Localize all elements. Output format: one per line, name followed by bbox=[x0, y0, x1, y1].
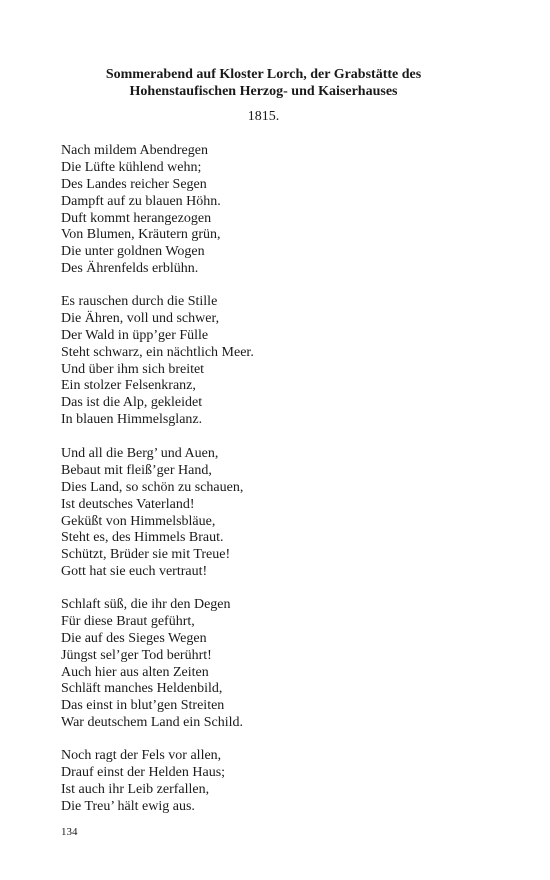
poem-line: Und über ihm sich breitet bbox=[61, 361, 205, 377]
page-number: 134 bbox=[61, 826, 78, 838]
poem-year: 1815. bbox=[247, 109, 280, 124]
stanza bbox=[61, 748, 481, 816]
poem-line: Steht schwarz, ein nächtlich Meer. bbox=[61, 344, 254, 360]
stanza bbox=[61, 597, 481, 732]
poem-title-line-1: Sommerabend auf Kloster Lorch, der Grabstätte des bbox=[105, 67, 422, 82]
poem-line: Für diese Braut geführt, bbox=[61, 613, 195, 629]
poem-line: Die Lüfte kühlend wehn; bbox=[61, 159, 202, 175]
poem-line: Nach mildem Abendregen bbox=[61, 143, 208, 158]
poem-line: Bebaut mit fleiß’ger Hand, bbox=[61, 462, 212, 478]
poem-title-line-2: Hohenstaufischen Herzog- und Kaiserhauses bbox=[129, 84, 398, 99]
poem-line: War deutschem Land ein Schild. bbox=[61, 715, 243, 731]
poem-line: Das ist die Alp, gekleidet bbox=[61, 395, 203, 411]
poem-title bbox=[60, 66, 467, 100]
poem-line: Die Ähren, voll und schwer, bbox=[61, 310, 220, 326]
poem-line: Noch ragt der Fels vor allen, bbox=[61, 748, 222, 763]
poem-line: Schlaft süß, die ihr den Degen bbox=[61, 597, 231, 612]
poem-line: Dies Land, so schön zu schauen, bbox=[61, 479, 244, 495]
poem-line: Ein stolzer Felsenkranz, bbox=[61, 378, 196, 394]
poem-line: Geküßt von Himmelsbläue, bbox=[61, 513, 216, 529]
poem-line: Der Wald in üpp’ger Fülle bbox=[61, 327, 209, 343]
poem-line: Jüngst sel’ger Tod berührt! bbox=[61, 647, 212, 663]
poem-line: Und all die Berg’ und Auen, bbox=[61, 446, 219, 461]
poem-line: Drauf einst der Helden Haus; bbox=[61, 764, 226, 780]
poem-line: Des Ährenfelds erblühn. bbox=[61, 261, 199, 277]
stanza bbox=[61, 143, 481, 278]
poem-line: Auch hier aus alten Zeiten bbox=[61, 664, 209, 680]
poem-line: Schläft manches Heldenbild, bbox=[61, 681, 223, 697]
poem-line: Von Blumen, Kräutern grün, bbox=[61, 227, 221, 243]
stanza bbox=[61, 294, 481, 429]
poem-line: Schützt, Brüder sie mit Treue! bbox=[61, 547, 231, 563]
poem-line: Die Treu’ hält ewig aus. bbox=[61, 798, 195, 814]
poem-line: Die unter goldnen Wogen bbox=[61, 244, 205, 260]
poem-line: Dampft auf zu blauen Höhn. bbox=[61, 193, 221, 209]
poem-line: Es rauschen durch die Stille bbox=[61, 294, 218, 309]
poem-line: Des Landes reicher Segen bbox=[61, 176, 207, 192]
poem-line: Ist auch ihr Leib zerfallen, bbox=[61, 781, 210, 797]
poem-line: Duft kommt herangezogen bbox=[61, 210, 212, 226]
poem-line: In blauen Himmelsglanz. bbox=[61, 412, 203, 428]
poem-line: Das einst in blut’gen Streiten bbox=[61, 698, 225, 714]
poem-line: Steht es, des Himmels Braut. bbox=[61, 530, 224, 546]
poem-line: Ist deutsches Vaterland! bbox=[61, 496, 195, 512]
stanza bbox=[61, 446, 481, 581]
poem-line: Die auf des Sieges Wegen bbox=[61, 630, 207, 646]
poem-line: Gott hat sie euch vertraut! bbox=[61, 564, 208, 580]
